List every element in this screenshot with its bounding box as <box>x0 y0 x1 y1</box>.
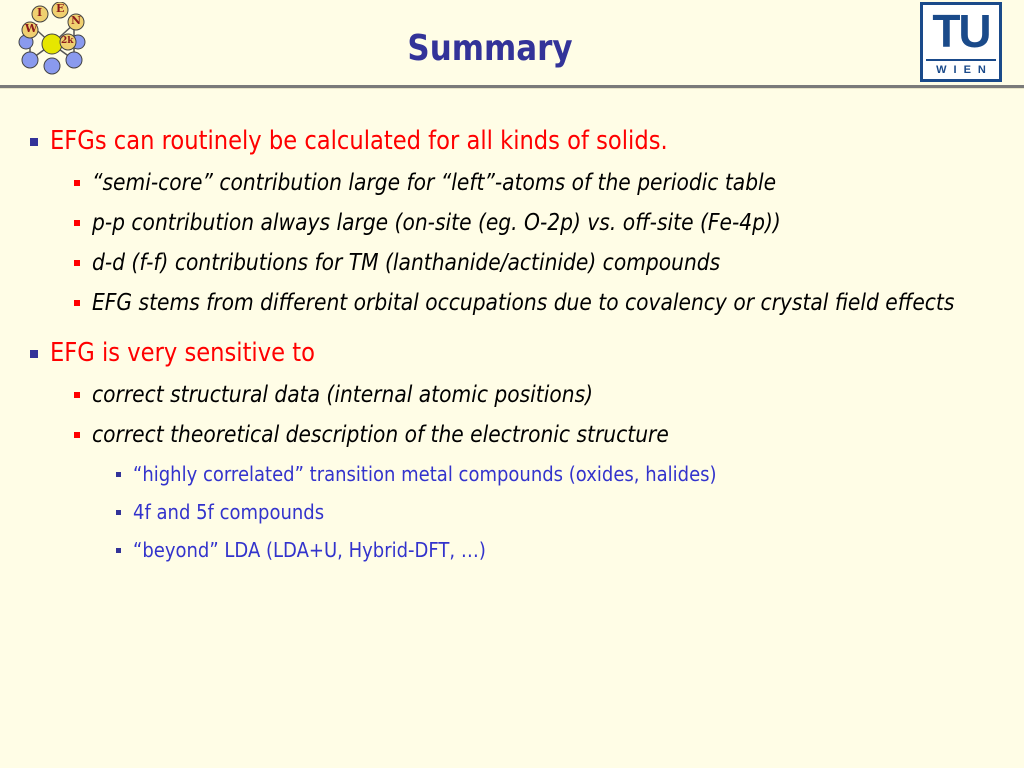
square-bullet-icon <box>74 260 80 266</box>
logo-letter-i: I <box>37 6 43 19</box>
sub-bullet-semi-core: “semi-core” contribution large for “left”-atoms of the periodic table <box>0 166 1024 200</box>
square-bullet-icon <box>30 350 38 358</box>
sub-bullet-structural-data: correct structural data (internal atomic positions) <box>0 378 1024 412</box>
square-bullet-icon <box>74 220 80 226</box>
square-bullet-icon <box>74 392 80 398</box>
square-bullet-icon <box>74 432 80 438</box>
square-bullet-icon <box>116 548 121 553</box>
sub-sub-bullet-highly-correlated: “highly correlated” transition metal compounds (oxides, halides) <box>0 458 1024 490</box>
logo-letter-w: W <box>25 22 38 35</box>
tu-text: TU <box>932 5 990 57</box>
tu-wien-logo <box>920 2 1002 82</box>
sub-bullet-p-p: p-p contribution always large (on-site (eg. O-2p) vs. off-site (Fe-4p)) <box>0 206 1024 240</box>
header-divider-highlight <box>0 88 1024 89</box>
square-bullet-icon <box>74 180 80 186</box>
square-bullet-icon <box>116 472 121 477</box>
logo-letter-n: N <box>71 14 82 27</box>
bullet-efg-sensitive: EFG is very sensitive to <box>0 334 1024 372</box>
sub-sub-bullet-beyond-lda: “beyond” LDA (LDA+U, Hybrid-DFT, …) <box>0 534 1024 566</box>
logo-letter-e: E <box>56 2 65 15</box>
square-bullet-icon <box>116 510 121 515</box>
sub-bullet-d-d: d-d (f-f) contributions for TM (lanthanide/actinide) compounds <box>0 246 1024 280</box>
logo-letter-2k: 2k <box>61 36 74 46</box>
square-bullet-icon <box>74 300 80 306</box>
sub-bullet-orbital-occupations: EFG stems from different orbital occupations due to covalency or crystal field effects <box>0 286 1024 320</box>
sub-bullet-theoretical-description: correct theoretical description of the electronic structure <box>0 418 1024 452</box>
sub-sub-bullet-4f-5f: 4f and 5f compounds <box>0 496 1024 528</box>
slide-header <box>0 0 1024 90</box>
wien-text: WIEN <box>936 64 993 76</box>
bullet-efg-routine: EFGs can routinely be calculated for all kinds of solids. <box>0 122 1024 160</box>
square-bullet-icon <box>30 138 38 146</box>
slide-body <box>0 118 1024 566</box>
page-title: Summary <box>407 28 573 69</box>
